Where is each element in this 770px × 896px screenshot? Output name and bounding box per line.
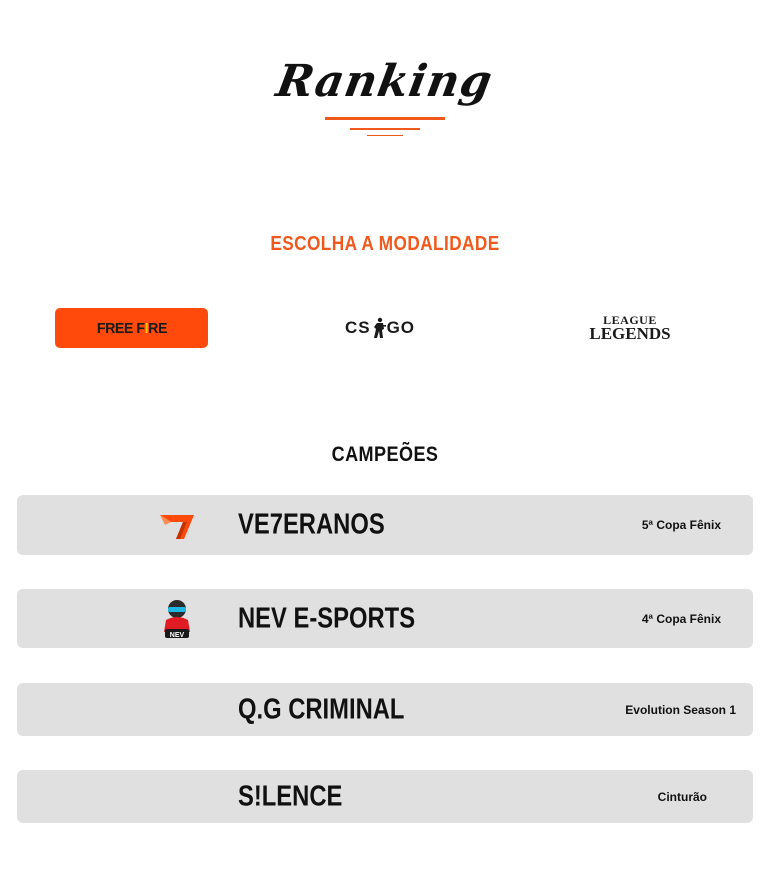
- championship-title: Evolution Season 1: [625, 702, 736, 717]
- championship-title: 4ª Copa Fênix: [641, 611, 721, 626]
- nev-esports-logo-icon: [155, 597, 199, 641]
- team-name: NEV E-SPORTS: [238, 602, 416, 634]
- champion-row[interactable]: [17, 495, 753, 555]
- lol-logo-bottom: LEGENDS: [589, 324, 671, 343]
- team-name: Q.G CRIMINAL: [238, 693, 405, 725]
- champion-row[interactable]: [17, 683, 753, 736]
- championship-title: 5ª Copa Fênix: [641, 518, 721, 532]
- team-name: VE7ERANOS: [238, 508, 385, 541]
- fire-mark-icon: I: [144, 319, 148, 337]
- csgo-logo-right: GO: [386, 318, 416, 337]
- champion-row[interactable]: [17, 770, 753, 823]
- veteranos-logo-icon: [155, 503, 199, 547]
- free-fire-logo: FREE FIRE: [96, 319, 167, 337]
- championship-title: Cinturão: [657, 789, 707, 804]
- champion-row[interactable]: [17, 589, 753, 648]
- page-title: Ranking: [272, 56, 498, 107]
- champions-heading: CAMPEÕES: [331, 443, 439, 466]
- modality-heading: ESCOLHA A MODALIDADE: [270, 233, 500, 255]
- team-name: S!LENCE: [238, 780, 343, 812]
- champions-list: [17, 0, 753, 896]
- csgo-logo-left: CS: [344, 318, 371, 337]
- lol-logo-top: LEAGUE: [603, 313, 657, 327]
- svg-text:NEV: NEV: [169, 631, 185, 639]
